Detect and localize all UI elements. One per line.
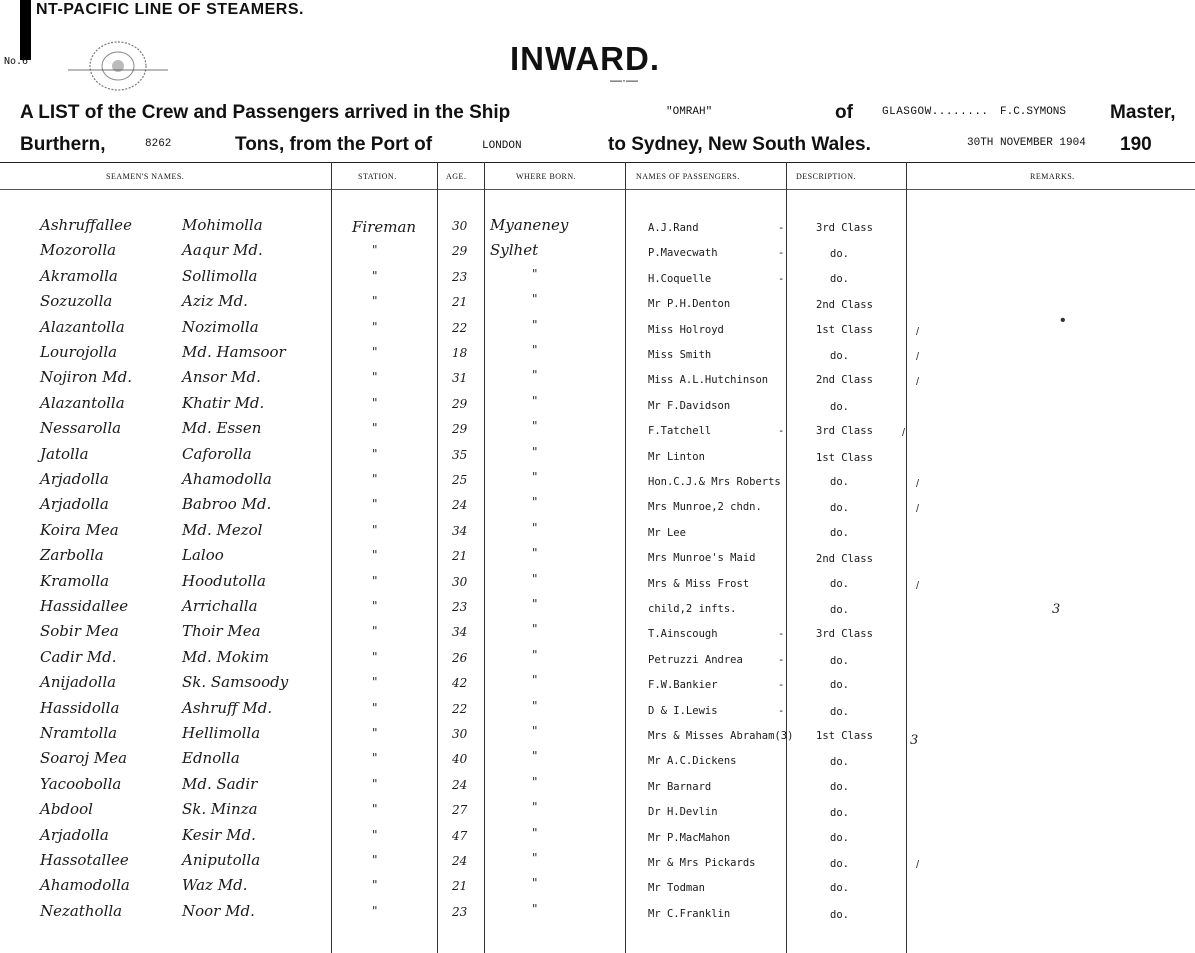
passenger-description: do. xyxy=(830,858,849,870)
passenger-description: 1st Class xyxy=(816,730,873,742)
crew-second-name: Ednolla xyxy=(182,749,240,767)
column-divider xyxy=(437,162,438,953)
passenger-name: Miss Holroyd xyxy=(648,324,724,336)
crew-second-name: Aniputolla xyxy=(182,851,261,869)
crew-age: 23 xyxy=(452,905,468,919)
crew-first-name: Alazantolla xyxy=(40,394,125,412)
passenger-name: Mr Todman xyxy=(648,882,705,894)
crew-birthplace: " xyxy=(532,267,538,281)
ship-name: "OMRAH" xyxy=(666,106,713,118)
home-port: GLASGOW........ xyxy=(882,106,989,118)
shipping-line-name: NT-PACIFIC LINE OF STEAMERS. xyxy=(36,1,304,18)
crew-first-name: Nojiron Md. xyxy=(40,368,132,386)
crew-age: 35 xyxy=(452,448,468,462)
crew-age: 24 xyxy=(452,778,468,792)
crew-station: " xyxy=(372,828,378,842)
crew-second-name: Ashruff Md. xyxy=(182,699,273,717)
crew-second-name: Aaqur Md. xyxy=(182,241,263,259)
passenger-name: T.Ainscough xyxy=(648,628,718,640)
crew-birthplace: " xyxy=(532,495,538,509)
column-header-description: DESCRIPTION. xyxy=(796,172,857,181)
office-stamp-icon xyxy=(68,36,168,96)
crew-first-name: Hassotallee xyxy=(40,851,129,869)
crew-age: 21 xyxy=(452,295,468,309)
crew-age: 29 xyxy=(452,422,468,436)
crew-first-name: Mozorolla xyxy=(40,241,117,259)
crew-birthplace: " xyxy=(532,749,538,763)
crew-station: " xyxy=(372,701,378,715)
crew-age: 34 xyxy=(452,625,468,639)
crew-age: 30 xyxy=(452,575,468,589)
crew-birthplace: " xyxy=(532,648,538,662)
crew-station: " xyxy=(372,624,378,638)
crew-age: 25 xyxy=(452,473,468,487)
crew-station: " xyxy=(372,574,378,588)
crew-birthplace: " xyxy=(532,622,538,636)
crew-birthplace: " xyxy=(532,775,538,789)
crew-second-name: Md. Mezol xyxy=(182,521,263,539)
crew-second-name: Babroo Md. xyxy=(182,495,272,513)
crew-birthplace: " xyxy=(532,343,538,357)
passenger-description: 2nd Class xyxy=(816,374,873,386)
crew-second-name: Ansor Md. xyxy=(182,368,261,386)
crew-station: " xyxy=(372,472,378,486)
crew-first-name: Nramtolla xyxy=(40,724,118,742)
column-header-station: STATION. xyxy=(358,172,397,181)
passenger-description: do. xyxy=(830,706,849,718)
crew-first-name: Arjadolla xyxy=(40,495,109,513)
from-port: LONDON xyxy=(482,140,522,152)
crew-first-name: Soaroj Mea xyxy=(40,749,128,767)
crew-station: " xyxy=(372,802,378,816)
table-top-rule xyxy=(0,162,1195,163)
crew-second-name: Thoir Mea xyxy=(182,622,261,640)
passenger-name: Dr H.Devlin xyxy=(648,806,718,818)
crew-station: " xyxy=(372,904,378,918)
crew-second-name: Sollimolla xyxy=(182,267,258,285)
crew-age: 26 xyxy=(452,651,468,665)
crew-first-name: Alazantolla xyxy=(40,318,125,336)
list-title-line xyxy=(20,102,510,124)
crew-birthplace: " xyxy=(532,419,538,433)
master-label: Master, xyxy=(1110,102,1176,123)
crew-birthplace: " xyxy=(532,597,538,611)
crew-first-name: Akramolla xyxy=(40,267,118,285)
crew-birthplace: " xyxy=(532,546,538,560)
passenger-description: do. xyxy=(830,527,849,539)
crew-second-name: Khatir Md. xyxy=(182,394,265,412)
check-mark-icon: / xyxy=(916,859,920,871)
crew-birthplace: " xyxy=(532,368,538,382)
crew-age: 22 xyxy=(452,321,468,335)
crew-first-name: Cadir Md. xyxy=(40,648,117,666)
passenger-description: 1st Class xyxy=(816,324,873,336)
crew-age: 31 xyxy=(452,371,468,385)
passenger-name: A.J.Rand xyxy=(648,222,699,234)
crew-second-name: Noor Md. xyxy=(182,902,255,920)
crew-first-name: Ahamodolla xyxy=(40,876,130,894)
crew-first-name: Sobir Mea xyxy=(40,622,119,640)
crew-second-name: Hellimolla xyxy=(182,724,261,742)
crew-station: " xyxy=(372,294,378,308)
crew-age: 29 xyxy=(452,244,468,258)
crew-age: 27 xyxy=(452,803,468,817)
crew-first-name: Hassidallee xyxy=(40,597,129,615)
passenger-name: Mrs Munroe,2 chdn. xyxy=(648,501,762,513)
crew-second-name: Kesir Md. xyxy=(182,826,256,844)
passenger-name: Mrs & Misses Abraham(3) xyxy=(648,730,794,742)
crew-first-name: Sozuzolla xyxy=(40,292,113,310)
year-prefix: 190 xyxy=(1120,134,1152,155)
passenger-name: Petruzzi Andrea xyxy=(648,654,743,666)
passenger-description: do. xyxy=(830,248,849,260)
of-label: of xyxy=(835,102,853,123)
passenger-name: Mr Lee xyxy=(648,527,686,539)
passenger-description: do. xyxy=(830,273,849,285)
passenger-name: Miss A.L.Hutchinson xyxy=(648,374,769,386)
crew-first-name: Nessarolla xyxy=(40,419,122,437)
check-mark-icon: / xyxy=(916,580,920,592)
crew-station: " xyxy=(372,751,378,765)
crew-station: " xyxy=(372,726,378,740)
crew-birthplace: " xyxy=(532,445,538,459)
check-mark-icon: / xyxy=(916,503,920,515)
crew-station: " xyxy=(372,548,378,562)
crew-second-name: Sk. Minza xyxy=(182,800,258,818)
passenger-name: child,2 infts. xyxy=(648,603,737,615)
title-ornament: —·— xyxy=(610,73,638,87)
crew-station: " xyxy=(372,243,378,257)
passenger-description: 2nd Class xyxy=(816,299,873,311)
crew-first-name: Anijadolla xyxy=(40,673,117,691)
remarks-mark: 3 xyxy=(1052,602,1061,617)
passenger-description: 3rd Class xyxy=(816,628,873,640)
passenger-name: Hon.C.J.& Mrs Roberts xyxy=(648,476,781,488)
list-prefix: A LIST of the Crew and Passengers arrived in the Ship xyxy=(20,102,511,123)
crew-age: 21 xyxy=(452,879,468,893)
crew-age: 34 xyxy=(452,524,468,538)
crew-age: 42 xyxy=(452,676,468,690)
passenger-description: 3rd Class xyxy=(816,222,873,234)
column-divider xyxy=(906,162,907,953)
crew-birthplace: " xyxy=(532,673,538,687)
crew-first-name: Hassidolla xyxy=(40,699,120,717)
passenger-description: do. xyxy=(830,476,849,488)
passenger-name: Mr C.Franklin xyxy=(648,908,731,920)
crew-second-name: Mohimolla xyxy=(182,216,263,234)
crew-station: " xyxy=(372,878,378,892)
passenger-dash: - xyxy=(778,247,785,259)
crew-station: " xyxy=(372,320,378,334)
column-divider xyxy=(786,162,787,953)
passenger-description: do. xyxy=(830,756,849,768)
remarks-mark: 3 xyxy=(910,733,919,748)
crew-first-name: Koira Mea xyxy=(40,521,119,539)
passenger-name: Mr P.H.Denton xyxy=(648,298,731,310)
crew-birthplace: Sylhet xyxy=(490,241,539,259)
passenger-description: do. xyxy=(830,781,849,793)
crew-birthplace: " xyxy=(532,292,538,306)
crew-station: " xyxy=(372,650,378,664)
page-title: INWARD. xyxy=(510,40,660,77)
passenger-description: do. xyxy=(830,502,849,514)
crew-first-name: Abdool xyxy=(40,800,93,818)
crew-first-name: Yacoobolla xyxy=(40,775,122,793)
crew-birthplace: " xyxy=(532,851,538,865)
crew-birthplace: " xyxy=(532,318,538,332)
passenger-description: do. xyxy=(830,882,849,894)
ink-dot: • xyxy=(1060,312,1066,329)
crew-second-name: Md. Essen xyxy=(182,419,262,437)
margin-bar xyxy=(20,0,31,60)
crew-second-name: Hoodutolla xyxy=(182,572,267,590)
crew-first-name: Lourojolla xyxy=(40,343,118,361)
passenger-dash: - xyxy=(778,654,785,666)
crew-first-name: Zarbolla xyxy=(40,546,104,564)
crew-age: 29 xyxy=(452,397,468,411)
crew-second-name: Arrichalla xyxy=(182,597,258,615)
column-divider xyxy=(331,162,332,953)
crew-birthplace: " xyxy=(532,826,538,840)
crew-age: 30 xyxy=(452,219,468,233)
check-mark-icon: / xyxy=(916,376,920,388)
crew-station: " xyxy=(372,345,378,359)
passenger-name: H.Coquelle xyxy=(648,273,712,285)
crew-second-name: Ahamodolla xyxy=(182,470,272,488)
crew-birthplace: " xyxy=(532,699,538,713)
passenger-name: Mrs & Miss Frost xyxy=(648,578,750,590)
passenger-description: do. xyxy=(830,350,849,362)
crew-age: 18 xyxy=(452,346,468,360)
passenger-name: Mrs Munroe's Maid xyxy=(648,552,756,564)
column-header-seamen: SEAMEN'S NAMES. xyxy=(106,172,185,181)
passenger-dash: - xyxy=(778,222,785,234)
passenger-name: Mr F.Davidson xyxy=(648,400,731,412)
crew-birthplace: " xyxy=(532,394,538,408)
destination-label: to Sydney, New South Wales. xyxy=(608,134,871,155)
passenger-name: Mr P.MacMahon xyxy=(648,832,731,844)
crew-station: " xyxy=(372,497,378,511)
passenger-description: 3rd Class xyxy=(816,425,873,437)
crew-age: 30 xyxy=(452,727,468,741)
passenger-name: F.W.Bankier xyxy=(648,679,718,691)
crew-station: " xyxy=(372,370,378,384)
passenger-name: Mr A.C.Dickens xyxy=(648,755,737,767)
crew-birthplace: " xyxy=(532,724,538,738)
arrival-date: 30TH NOVEMBER 1904 xyxy=(967,137,1086,149)
passenger-name: D & I.Lewis xyxy=(648,705,718,717)
crew-age: 23 xyxy=(452,270,468,284)
crew-station: " xyxy=(372,675,378,689)
check-mark-icon: / xyxy=(902,427,906,439)
crew-station: " xyxy=(372,396,378,410)
passenger-name: Mr & Mrs Pickards xyxy=(648,857,756,869)
tons-label: Tons, from the Port of xyxy=(235,134,433,155)
passenger-dash: - xyxy=(778,679,785,691)
crew-station: " xyxy=(372,447,378,461)
crew-age: 24 xyxy=(452,854,468,868)
crew-station: " xyxy=(372,421,378,435)
passenger-description: do. xyxy=(830,909,849,921)
check-mark-icon: / xyxy=(916,351,920,363)
crew-first-name: Arjadolla xyxy=(40,470,109,488)
passenger-name: F.Tatchell xyxy=(648,425,712,437)
tons-value: 8262 xyxy=(145,138,172,150)
form-number: No.6 xyxy=(4,56,29,67)
column-divider xyxy=(484,162,485,953)
passenger-name: Mr Barnard xyxy=(648,781,712,793)
master-name: F.C.SYMONS xyxy=(1000,106,1067,118)
passenger-name: P.Mavecwath xyxy=(648,247,718,259)
crew-second-name: Waz Md. xyxy=(182,876,248,894)
crew-second-name: Md. Hamsoor xyxy=(182,343,286,361)
crew-first-name: Nezatholla xyxy=(40,902,123,920)
column-header-passengers: NAMES OF PASSENGERS. xyxy=(636,172,740,181)
passenger-description: do. xyxy=(830,832,849,844)
passenger-description: do. xyxy=(830,401,849,413)
crew-first-name: Kramolla xyxy=(40,572,110,590)
crew-second-name: Md. Mokim xyxy=(182,648,269,666)
column-header-born: WHERE BORN. xyxy=(516,172,577,181)
crew-birthplace: " xyxy=(532,521,538,535)
passenger-dash: - xyxy=(778,628,785,640)
crew-first-name: Jatolla xyxy=(40,445,89,463)
crew-station: " xyxy=(372,853,378,867)
passenger-dash: - xyxy=(778,425,785,437)
crew-second-name: Caforolla xyxy=(182,445,252,463)
table-header-rule xyxy=(0,189,1195,190)
passenger-description: do. xyxy=(830,679,849,691)
passenger-description: 2nd Class xyxy=(816,553,873,565)
crew-age: 40 xyxy=(452,752,468,766)
passenger-description: do. xyxy=(830,807,849,819)
column-header-age: AGE. xyxy=(446,172,467,181)
passenger-dash: - xyxy=(778,705,785,717)
crew-birthplace: " xyxy=(532,572,538,586)
crew-second-name: Md. Sadir xyxy=(182,775,258,793)
crew-second-name: Laloo xyxy=(182,546,224,564)
crew-first-name: Arjadolla xyxy=(40,826,109,844)
crew-age: 22 xyxy=(452,702,468,716)
passenger-dash: - xyxy=(778,273,785,285)
crew-birthplace: " xyxy=(532,800,538,814)
crew-station: " xyxy=(372,269,378,283)
crew-station: " xyxy=(372,777,378,791)
passenger-name: Mr Linton xyxy=(648,451,705,463)
check-mark-icon: / xyxy=(916,478,920,490)
crew-station: " xyxy=(372,523,378,537)
crew-birthplace: " xyxy=(532,470,538,484)
passenger-description: 1st Class xyxy=(816,452,873,464)
passenger-description: do. xyxy=(830,655,849,667)
passenger-name: Miss Smith xyxy=(648,349,712,361)
crew-second-name: Nozimolla xyxy=(182,318,259,336)
column-divider xyxy=(625,162,626,953)
crew-second-name: Sk. Samsoody xyxy=(182,673,289,691)
crew-station: Fireman xyxy=(352,218,417,236)
crew-birthplace: Myaneney xyxy=(490,216,569,234)
burthen-label: Burthern, xyxy=(20,134,106,155)
crew-age: 24 xyxy=(452,498,468,512)
check-mark-icon: / xyxy=(916,326,920,338)
crew-age: 23 xyxy=(452,600,468,614)
crew-age: 47 xyxy=(452,829,468,843)
crew-birthplace: " xyxy=(532,876,538,890)
column-header-remarks: REMARKS. xyxy=(1030,172,1075,181)
passenger-description: do. xyxy=(830,604,849,616)
crew-first-name: Ashruffallee xyxy=(40,216,132,234)
passenger-description: do. xyxy=(830,578,849,590)
crew-age: 21 xyxy=(452,549,468,563)
crew-station: " xyxy=(372,599,378,613)
crew-second-name: Aziz Md. xyxy=(182,292,248,310)
crew-birthplace: " xyxy=(532,902,538,916)
